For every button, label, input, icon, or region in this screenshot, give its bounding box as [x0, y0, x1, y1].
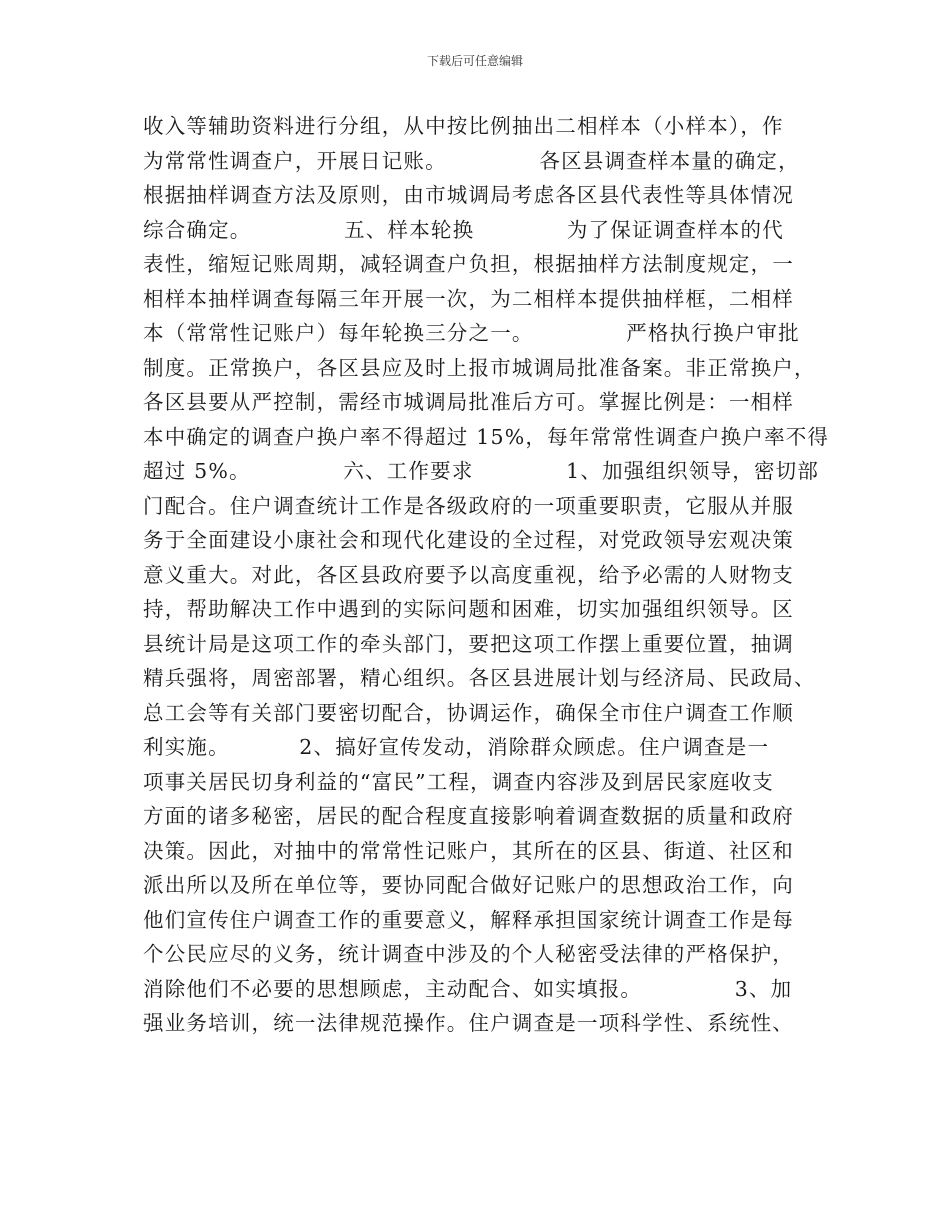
- text-line: 门配合。住户调查统计工作是各级政府的一项重要职责，它服从并服: [143, 493, 794, 518]
- text-line: 根据抽样调查方法及原则，由市城调局考虑各区县代表性等具体情况: [143, 183, 794, 207]
- text-line: 总工会等有关部门要密切配合，协调运作，确保全市住户调查工作顺: [143, 700, 794, 725]
- text-line: 派出所以及所在单位等，要协同配合做好记账户的思想政治工作，向: [143, 873, 794, 897]
- text-line: 表性，缩短记账周期，减轻调查户负担，根据抽样方法制度规定，一: [143, 252, 794, 276]
- text-line: 持，帮助解决工作中遇到的实际问题和困难，切实加强组织领导。区: [143, 597, 794, 621]
- text-line: 个公民应尽的义务，统计调查中涉及的个人秘密受法律的严格保护，: [143, 942, 794, 966]
- text-line: 制度。正常换户，各区县应及时上报市城调局批准备案。非正常换户，: [143, 355, 816, 380]
- text-line: 收入等辅助资料进行分组，从中按比例抽出二相样本（小样本），作: [143, 114, 784, 138]
- text-line: 县统计局是这项工作的牵头部门，要把这项工作摆上重要位置，抽调: [143, 631, 794, 656]
- text-line: 项事关居民切身利益的“富民”工程，调查内容涉及到居民家庭收支: [143, 769, 774, 794]
- text-line: 他们宣传住户调查工作的重要意义，解释承担国家统计调查工作是每: [143, 907, 794, 932]
- text-line: 强业务培训，统一法律规范操作。住户调查是一项科学性、系统性、: [143, 1011, 794, 1035]
- text-line: 方面的诸多秘密，居民的配合程度直接影响着调查数据的质量和政府: [143, 804, 794, 828]
- text-line: 精兵强将，周密部署，精心组织。各区县进展计划与经济局、民政局、: [143, 666, 816, 690]
- text-line: 本中确定的调查户换户率不得超过 15%，每年常常性调查户换户率不得: [143, 424, 830, 449]
- text-line: 务于全面建设小康社会和现代化建设的全过程，对党政领导宏观决策: [143, 528, 794, 552]
- text-line: 决策。因此，对抽中的常常性记账户，其所在的区县、街道、社区和: [143, 838, 794, 863]
- text-line: 各区县要从严控制，需经市城调局批准后方可。掌握比例是：一相样: [143, 390, 794, 414]
- text-line: 本（常常性记账户）每年轮换三分之一。 严格执行换户审批: [143, 321, 800, 345]
- text-line: 为常常性调查户，开展日记账。 各区县调查样本量的确定，: [143, 148, 800, 173]
- text-line: 综合确定。 五、样本轮换 为了保证调查样本的代: [143, 217, 784, 242]
- body-text: [143, 109, 830, 1041]
- text-line: 相样本抽样调查每隔三年开展一次，为二相样本提供抽样框，二相样: [143, 286, 794, 311]
- text-line: 利实施。 2、搞好宣传发动，消除群众顾虑。住户调查是一: [143, 735, 770, 759]
- text-line: 意义重大。对此，各区县政府要予以高度重视，给予必需的人财物支: [143, 562, 794, 587]
- text-line: 消除他们不必要的思想顾虑，主动配合、如实填报。 3、加: [143, 976, 793, 1001]
- page-header: 下载后可任意编辑: [426, 54, 523, 68]
- text-line: 超过 5%。 六、工作要求 1、加强组织领导，密切部: [143, 459, 820, 483]
